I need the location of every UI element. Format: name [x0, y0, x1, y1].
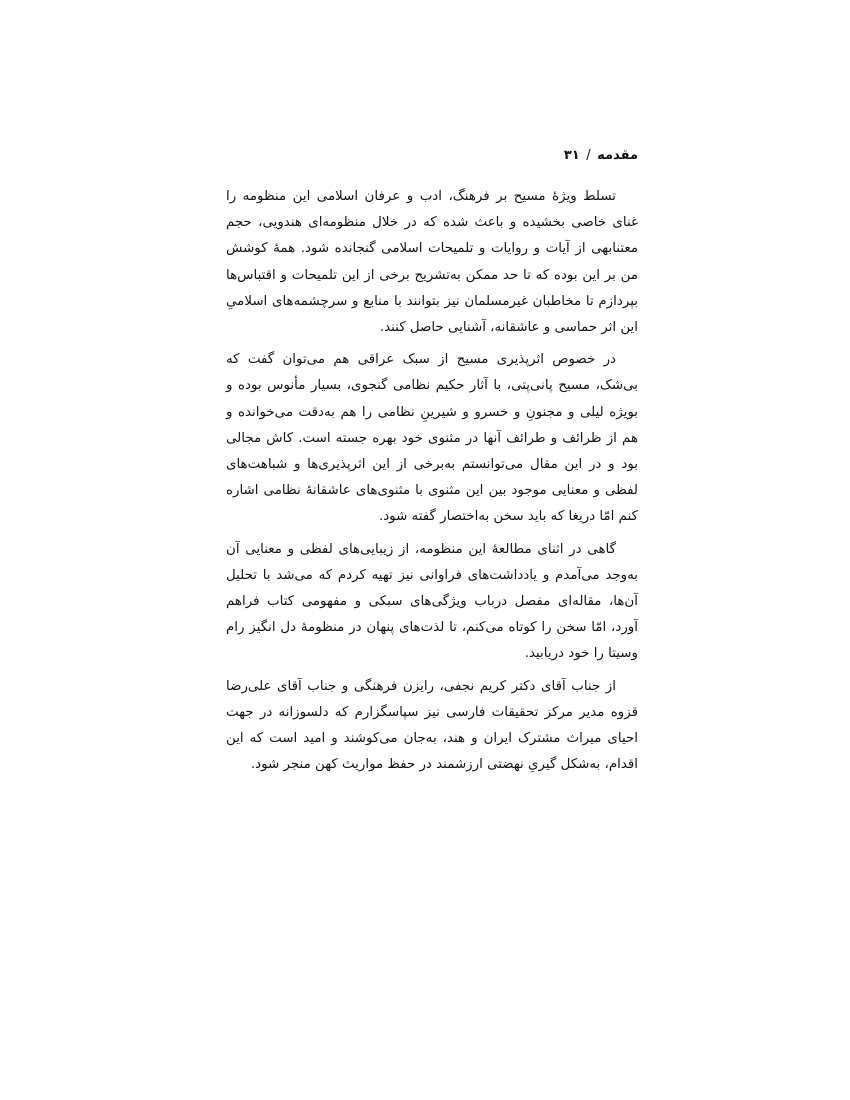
paragraph-4: از جناب آقای دکتر کریم نجفی، رایزن فرهنگی و جناب آقای علی‌رضا قزوه مدیر مرکز تحقیقات فارسی نیز سپاسگزارم که دلسوزانه در جهت احیای میراث مشترک ایران و هند، به‌جان می‌کوشند و امید است که این اقدام، به‌شکل گیریِ نهضتی ارزشمند در حفظ مواریث کهن منجر شود.	[226, 678, 638, 773]
section-title: مقدمه	[597, 148, 638, 163]
header-separator: /	[586, 148, 591, 163]
running-header	[228, 148, 638, 172]
paragraph-3: گاهی در اثنای مطالعهٔ این منظومه، از زیبایی‌های لفظی و معنایی آن به‌وجد می‌آمدم و یادداشت‌های فراوانی نیز تهیه کردم که می‌شد با تحلیل آن‌ها، مقاله‌ای مفصل درباب ویژگی‌های سبکی و مفهومی کتاب فراهم آورد، امّا سخن را کوتاه می‌کنم، تا لذت‌های پنهان در منظومهٔ دل انگیز رام وسیتا را خود دریابید.	[226, 541, 638, 662]
body-text	[226, 184, 638, 784]
paragraph-1: تسلط ویژهٔ مسیح بر فرهنگ، ادب و عرفان اسلامی این منظومه را غنای خاصی بخشیده و باعث شده که در خلال منظومه‌ای هندویی، حجم معتنابهی از آیات و روایات و تلمیحات اسلامی گنجانده شود. همهٔ کوشش من بر این بوده که تا حد ممکن به‌تشریح برخی از این تلمیحات و اقتباس‌ها بپردازم تا مخاطبان غیرمسلمان نیز بتوانند با منابع و سرچشمه‌های اسلامیِ این اثر حماسی و عاشقانه، آشنایی حاصل کنند.	[226, 189, 638, 336]
page-number: ۳۱	[563, 148, 580, 163]
paragraph-2: در خصوص اثرپذیری مسیح از سبک عراقی هم می‌توان گفت که بی‌شک، مسیح پانی‌پتی، با آثار حکیم نظامی گنجوی، بسیار مأنوس بوده و بویژه لیلی و مجنونِ و خسرو و شیرینِ نظامی را هم به‌دقت می‌خوانده و هم از ظرائف و طرائف آنها در مثنوی خود بهره جسته است. کاش مجالی بود و در این مقال می‌توانستم به‌برخی از این اثرپذیری‌ها و شباهت‌های لفظی و معنایی موجود بین این مثنوی با مثنوی‌های عاشقانهٔ نظامی اشاره کنم امّا دریغا که باید سخن به‌اختصار گفته شود.	[226, 352, 638, 525]
